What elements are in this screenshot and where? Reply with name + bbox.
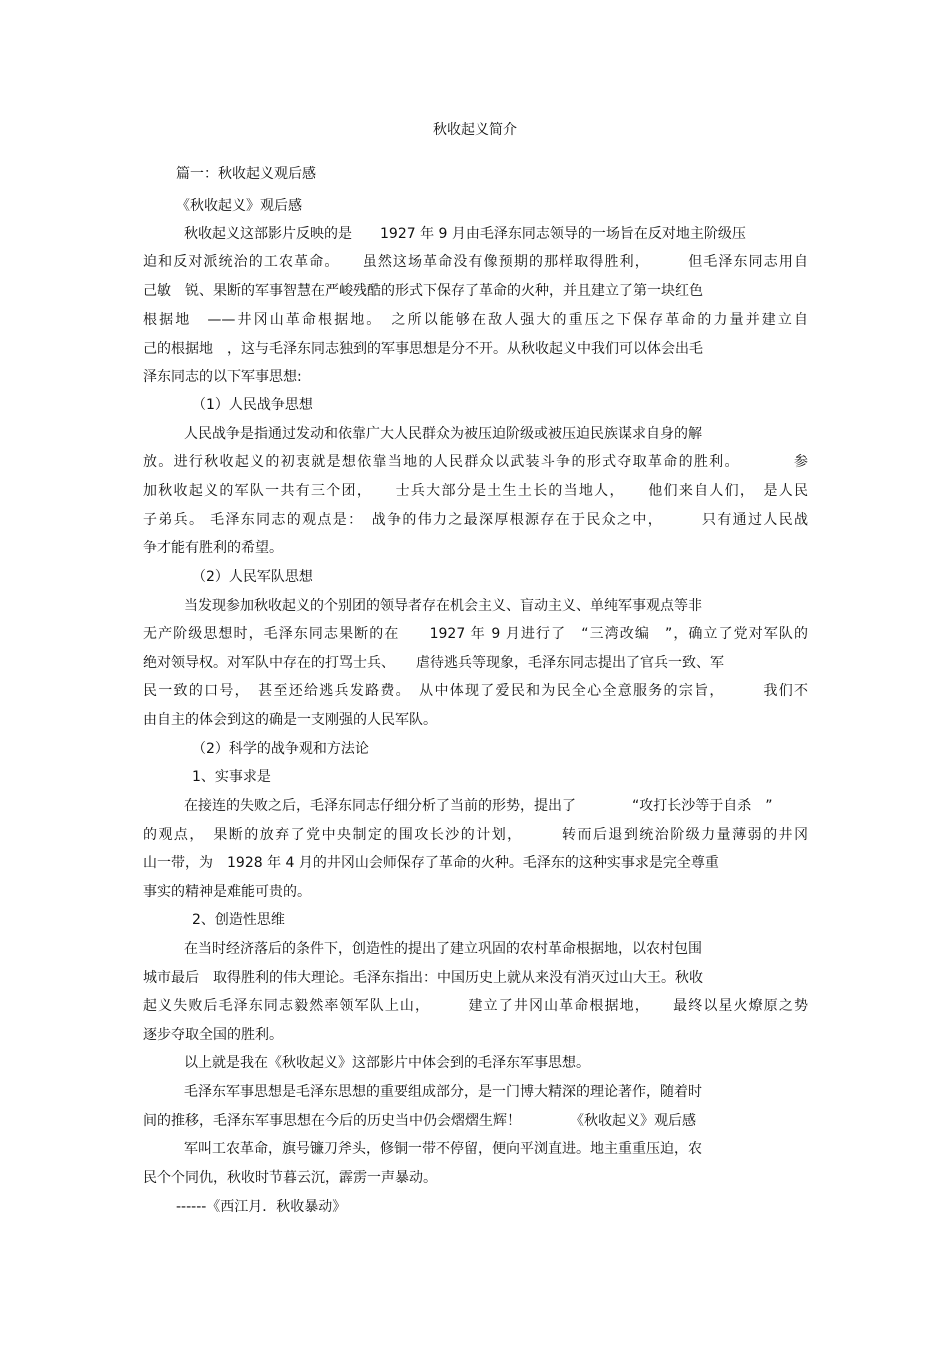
paragraph-line: 秋收起义这部影片反映的是 1927 年 9 月由毛泽东同志领导的一场旨在反对地主阶级压 bbox=[184, 226, 746, 242]
paragraph-line: 无产阶级思想时，毛泽东同志果断的在 1927 年 9 月进行了 “三湾改编 ”，确立了党对军队的 bbox=[143, 626, 808, 642]
paragraph-line: 在当时经济落后的条件下，创造性的提出了建立巩固的农村革命根据地，以农村包围 bbox=[184, 941, 702, 957]
subsection-heading: 2、创造性思维 bbox=[192, 912, 285, 928]
paragraph-line: 以上就是我在《秋收起义》这部影片中体会到的毛泽东军事思想。 bbox=[184, 1055, 590, 1071]
paragraph-line: 迫和反对派统治的工农革命。 虽然这场革命没有像预期的那样取得胜利， 但毛泽东同志用自 bbox=[143, 254, 808, 270]
subsection-heading: （1）人民战争思想 bbox=[192, 397, 313, 413]
paragraph-line: 军叫工农革命，旗号镰刀斧头，修铜一带不停留，便向平浏直进。地主重重压迫，农 bbox=[184, 1141, 702, 1157]
document-title: 秋收起义简介 bbox=[433, 122, 517, 138]
paragraph-line: 己的根据地 ，这与毛泽东同志独到的军事思想是分不开。从秋收起义中我们可以体会出毛 bbox=[143, 341, 703, 357]
paragraph-line: 间的推移，毛泽东军事思想在今后的历史当中仍会熠熠生辉！ 《秋收起义》观后感 bbox=[143, 1113, 696, 1129]
paragraph-line: 根据地 ——井冈山革命根据地。 之所以能够在敌人强大的重压之下保存革命的力量并建立自 bbox=[143, 312, 808, 328]
paragraph-line: 争才能有胜利的希望。 bbox=[143, 540, 283, 556]
section-subheading: 《秋收起义》观后感 bbox=[176, 198, 302, 214]
paragraph-line: 山一带，为 1928 年 4 月的井冈山会师保存了革命的火种。毛泽东的这种实事求是完全尊重 bbox=[143, 855, 719, 871]
paragraph-line: 民一致的口号， 甚至还给逃兵发路费。 从中体现了爱民和为民全心全意服务的宗旨， 我们不 bbox=[143, 683, 808, 699]
paragraph-line: 人民战争是指通过发动和依靠广大人民群众为被压迫阶级或被压迫民族谋求自身的解 bbox=[184, 426, 702, 442]
paragraph-line: 城市最后 取得胜利的伟大理论。毛泽东指出：中国历史上就从来没有消灭过山大王。秋收 bbox=[143, 970, 703, 986]
section-heading: 篇一：秋收起义观后感 bbox=[176, 166, 316, 182]
paragraph-line: 己敏 锐、果断的军事智慧在严峻残酷的形式下保存了革命的火种，并且建立了第一块红色 bbox=[143, 283, 703, 299]
poem-attribution: ------《西江月．秋收暴动》 bbox=[176, 1199, 347, 1215]
paragraph-line: 当发现参加秋收起义的个别团的领导者存在机会主义、盲动主义、单纯军事观点等非 bbox=[184, 598, 702, 614]
paragraph-line: 在接连的失败之后，毛泽东同志仔细分析了当前的形势，提出了 “攻打长沙等于自杀 ” bbox=[184, 798, 773, 814]
paragraph-line: 加秋收起义的军队一共有三个团， 士兵大部分是土生土长的当地人， 他们来自人们， 是人民 bbox=[143, 483, 808, 499]
paragraph-line: 放。进行秋收起义的初衷就是想依靠当地的人民群众以武装斗争的形式夺取革命的胜利。 参 bbox=[143, 454, 808, 470]
subsection-heading: 1、实事求是 bbox=[192, 769, 271, 785]
paragraph-line: 的观点， 果断的放弃了党中央制定的围攻长沙的计划， 转而后退到统治阶级力量薄弱的井冈 bbox=[143, 827, 808, 843]
paragraph-line: 绝对领导权。对军队中存在的打骂士兵、 虐待逃兵等现象，毛泽东同志提出了官兵一致、军 bbox=[143, 655, 724, 671]
paragraph-line: 泽东同志的以下军事思想: bbox=[143, 369, 302, 385]
subsection-heading: （2）人民军队思想 bbox=[192, 569, 313, 585]
paragraph-line: 逐步夺取全国的胜利。 bbox=[143, 1027, 283, 1043]
paragraph-line: 起义失败后毛泽东同志毅然率领军队上山， 建立了井冈山革命根据地， 最终以星火燎原之势 bbox=[143, 998, 808, 1014]
paragraph-line: 由自主的体会到这的确是一支刚强的人民军队。 bbox=[143, 712, 437, 728]
subsection-heading: （2）科学的战争观和方法论 bbox=[192, 741, 369, 757]
paragraph-line: 子弟兵。 毛泽东同志的观点是： 战争的伟力之最深厚根源存在于民众之中， 只有通过人民战 bbox=[143, 512, 808, 528]
paragraph-line: 毛泽东军事思想是毛泽东思想的重要组成部分，是一门博大精深的理论著作，随着时 bbox=[184, 1084, 702, 1100]
paragraph-line: 事实的精神是难能可贵的。 bbox=[143, 884, 311, 900]
paragraph-line: 民个个同仇，秋收时节暮云沉，霹雳一声暴动。 bbox=[143, 1170, 437, 1186]
